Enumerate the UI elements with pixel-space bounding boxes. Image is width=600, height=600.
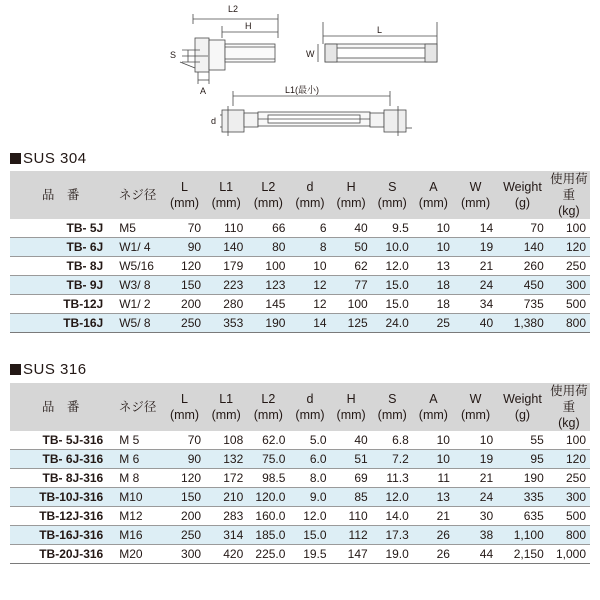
table-cell: 120 bbox=[548, 238, 590, 257]
table-cell: 19 bbox=[454, 450, 497, 469]
column-header bbox=[372, 383, 413, 431]
table-cell: W1/ 2 bbox=[111, 295, 164, 314]
table-cell: 1,380 bbox=[497, 314, 548, 333]
section-title-text: SUS 316 bbox=[23, 361, 87, 378]
table-cell: 353 bbox=[205, 314, 247, 333]
table-cell: 6.0 bbox=[289, 450, 330, 469]
turnbuckle-diagram bbox=[0, 0, 600, 140]
square-bullet-icon bbox=[10, 153, 21, 164]
table-row bbox=[10, 526, 590, 545]
column-header-label: ネジ径 bbox=[118, 400, 157, 414]
table-cell: 70 bbox=[497, 219, 548, 238]
table-cell: 145 bbox=[247, 295, 289, 314]
table-cell: 120 bbox=[164, 469, 205, 488]
table-cell: 283 bbox=[205, 507, 247, 526]
table-cell: 26 bbox=[413, 526, 454, 545]
column-header-unit: (mm) bbox=[460, 196, 491, 210]
spec-table-sus304 bbox=[10, 171, 590, 333]
table-cell: 10 bbox=[413, 450, 454, 469]
table-cell: 1,100 bbox=[497, 526, 548, 545]
column-header-label: A bbox=[429, 180, 438, 194]
table-row bbox=[10, 545, 590, 564]
column-header bbox=[10, 383, 111, 431]
table-cell: 123 bbox=[247, 276, 289, 295]
table-cell: 13 bbox=[413, 257, 454, 276]
column-header-label: H bbox=[346, 180, 356, 194]
table-cell: 10 bbox=[413, 238, 454, 257]
table-cell: 10.0 bbox=[372, 238, 413, 257]
table-cell: TB-12J bbox=[10, 295, 111, 314]
table-cell: M10 bbox=[111, 488, 164, 507]
column-header bbox=[331, 383, 372, 431]
column-header bbox=[111, 383, 164, 431]
table-cell: W3/ 8 bbox=[111, 276, 164, 295]
table-cell: 15.0 bbox=[289, 526, 330, 545]
table-cell: 51 bbox=[331, 450, 372, 469]
table-cell: 12 bbox=[289, 276, 330, 295]
table-cell: 62.0 bbox=[247, 431, 289, 450]
spec-table-sus316 bbox=[10, 383, 590, 564]
table-cell: 120 bbox=[548, 450, 590, 469]
table-cell: 185.0 bbox=[247, 526, 289, 545]
table-cell: 80 bbox=[247, 238, 289, 257]
table-cell: 24.0 bbox=[372, 314, 413, 333]
table-cell: M20 bbox=[111, 545, 164, 564]
table-cell: 635 bbox=[497, 507, 548, 526]
table-cell: 19.5 bbox=[289, 545, 330, 564]
label-l: L bbox=[377, 25, 383, 35]
table-cell: 110 bbox=[205, 219, 247, 238]
table-cell: 210 bbox=[205, 488, 247, 507]
table-cell: M12 bbox=[111, 507, 164, 526]
table-cell: 225.0 bbox=[247, 545, 289, 564]
table-cell: 150 bbox=[164, 488, 205, 507]
column-header-label: L2 bbox=[261, 392, 276, 406]
table-cell: 150 bbox=[164, 276, 205, 295]
table-cell: 179 bbox=[205, 257, 247, 276]
column-header-unit: (mm) bbox=[211, 408, 241, 422]
section-title-sus304 bbox=[10, 150, 87, 167]
table-cell: 450 bbox=[497, 276, 548, 295]
table-cell: 12.0 bbox=[372, 488, 413, 507]
table-cell: 75.0 bbox=[247, 450, 289, 469]
table-cell: 70 bbox=[164, 219, 205, 238]
table-cell: 172 bbox=[205, 469, 247, 488]
label-s: S bbox=[170, 50, 177, 60]
table-cell: TB-16J-316 bbox=[10, 526, 111, 545]
column-header bbox=[497, 383, 548, 431]
table-cell: TB- 8J bbox=[10, 257, 111, 276]
table-cell: 10 bbox=[413, 219, 454, 238]
column-header-label: S bbox=[388, 392, 397, 406]
column-header-unit: (mm) bbox=[295, 408, 325, 422]
column-header bbox=[331, 171, 372, 219]
table-cell: 55 bbox=[497, 431, 548, 450]
label-l1: L1(最小) bbox=[285, 85, 320, 95]
column-header bbox=[205, 383, 247, 431]
column-header-unit: (mm) bbox=[253, 196, 283, 210]
column-header bbox=[548, 383, 590, 431]
column-header-label: L2 bbox=[261, 180, 276, 194]
column-header-unit: (g) bbox=[514, 196, 531, 210]
table-row bbox=[10, 507, 590, 526]
square-bullet-icon bbox=[10, 364, 21, 375]
table-row bbox=[10, 276, 590, 295]
table-cell: M 6 bbox=[111, 450, 164, 469]
table-cell: 500 bbox=[548, 295, 590, 314]
table-cell: 50 bbox=[331, 238, 372, 257]
table-cell: W1/ 4 bbox=[111, 238, 164, 257]
table-cell: 90 bbox=[164, 450, 205, 469]
table-cell: 250 bbox=[548, 469, 590, 488]
column-header-label: Weight bbox=[503, 392, 542, 406]
table-cell: 140 bbox=[497, 238, 548, 257]
column-header-label: ネジ径 bbox=[118, 188, 157, 202]
column-header-unit: (mm) bbox=[169, 408, 200, 422]
column-header-unit: (mm) bbox=[336, 196, 366, 210]
table-cell: M 8 bbox=[111, 469, 164, 488]
table-cell: 132 bbox=[205, 450, 247, 469]
table-cell: 8 bbox=[289, 238, 330, 257]
table-cell: 12.0 bbox=[289, 507, 330, 526]
table-cell: 800 bbox=[548, 314, 590, 333]
table-cell: TB-16J bbox=[10, 314, 111, 333]
table-cell: 11.3 bbox=[372, 469, 413, 488]
label-w: W bbox=[306, 49, 315, 59]
table-cell: 120.0 bbox=[247, 488, 289, 507]
table-cell: M16 bbox=[111, 526, 164, 545]
table-row bbox=[10, 238, 590, 257]
table-cell: 10 bbox=[413, 431, 454, 450]
table-cell: TB-12J-316 bbox=[10, 507, 111, 526]
table-cell: 17.3 bbox=[372, 526, 413, 545]
table-cell: TB-10J-316 bbox=[10, 488, 111, 507]
table-cell: 200 bbox=[164, 507, 205, 526]
table-row bbox=[10, 469, 590, 488]
column-header-unit: (mm) bbox=[377, 408, 407, 422]
column-header-unit: (mm) bbox=[336, 408, 366, 422]
column-header-unit: (mm) bbox=[418, 408, 448, 422]
column-header bbox=[164, 171, 205, 219]
column-header-label: d bbox=[306, 392, 314, 406]
column-header-label: 品 番 bbox=[41, 400, 80, 414]
table-cell: 100 bbox=[548, 219, 590, 238]
table-cell: 100 bbox=[548, 431, 590, 450]
table-cell: 100 bbox=[247, 257, 289, 276]
table-row bbox=[10, 431, 590, 450]
table-cell: 300 bbox=[548, 276, 590, 295]
table-cell: 21 bbox=[454, 469, 497, 488]
table-cell: 7.2 bbox=[372, 450, 413, 469]
column-header-label: W bbox=[469, 180, 482, 194]
table-cell: TB-20J-316 bbox=[10, 545, 111, 564]
table-cell: 223 bbox=[205, 276, 247, 295]
table-cell: 1,000 bbox=[548, 545, 590, 564]
table-cell: 21 bbox=[413, 507, 454, 526]
table-cell: 112 bbox=[331, 526, 372, 545]
column-header-label: L1 bbox=[219, 392, 234, 406]
column-header bbox=[247, 383, 289, 431]
table-cell: 24 bbox=[454, 276, 497, 295]
column-header-label: A bbox=[429, 392, 438, 406]
table-cell: 38 bbox=[454, 526, 497, 545]
table-cell: 30 bbox=[454, 507, 497, 526]
column-header bbox=[164, 383, 205, 431]
table-cell: 18 bbox=[413, 276, 454, 295]
table-cell: 5.0 bbox=[289, 431, 330, 450]
column-header-unit: (mm) bbox=[460, 408, 491, 422]
table-cell: 100 bbox=[331, 295, 372, 314]
table-cell: 14.0 bbox=[372, 507, 413, 526]
label-d: d bbox=[211, 116, 217, 126]
table-cell: 21 bbox=[454, 257, 497, 276]
table-cell: 250 bbox=[164, 526, 205, 545]
table-cell: 260 bbox=[497, 257, 548, 276]
table-cell: TB- 6J-316 bbox=[10, 450, 111, 469]
table-cell: M 5 bbox=[111, 431, 164, 450]
table-cell: 735 bbox=[497, 295, 548, 314]
column-header-label: d bbox=[306, 180, 314, 194]
table-cell: 44 bbox=[454, 545, 497, 564]
table-cell: 40 bbox=[454, 314, 497, 333]
table-cell: 25 bbox=[413, 314, 454, 333]
table-cell: 300 bbox=[548, 488, 590, 507]
table-cell: 15.0 bbox=[372, 276, 413, 295]
table-cell: 10 bbox=[289, 257, 330, 276]
table-cell: 13 bbox=[413, 488, 454, 507]
table-cell: 335 bbox=[497, 488, 548, 507]
table-row bbox=[10, 450, 590, 469]
table-row bbox=[10, 257, 590, 276]
table-cell: 9.0 bbox=[289, 488, 330, 507]
column-header-unit: (kg) bbox=[558, 204, 580, 218]
column-header-label: W bbox=[469, 392, 482, 406]
section-title-text: SUS 304 bbox=[23, 150, 87, 167]
table-cell: 14 bbox=[454, 219, 497, 238]
table-cell: 66 bbox=[247, 219, 289, 238]
column-header-unit: (mm) bbox=[211, 196, 241, 210]
table-cell: 19 bbox=[454, 238, 497, 257]
table-cell: 12 bbox=[289, 295, 330, 314]
table-cell: W5/ 8 bbox=[111, 314, 164, 333]
label-l2: L2 bbox=[228, 4, 239, 14]
column-header bbox=[289, 171, 330, 219]
table-cell: TB- 6J bbox=[10, 238, 111, 257]
column-header bbox=[247, 171, 289, 219]
table-cell: 250 bbox=[548, 257, 590, 276]
table-row bbox=[10, 488, 590, 507]
column-header-unit: (g) bbox=[514, 408, 531, 422]
header-row bbox=[10, 383, 590, 431]
table-cell: 140 bbox=[205, 238, 247, 257]
column-header-label: 使用荷重 bbox=[550, 172, 588, 202]
label-h: H bbox=[245, 21, 252, 31]
column-header-label: 品 番 bbox=[41, 188, 80, 202]
table-cell: 85 bbox=[331, 488, 372, 507]
column-header bbox=[454, 383, 497, 431]
table-cell: W5/16 bbox=[111, 257, 164, 276]
table-cell: 19.0 bbox=[372, 545, 413, 564]
table-cell: 300 bbox=[164, 545, 205, 564]
table-cell: 62 bbox=[331, 257, 372, 276]
table-cell: 90 bbox=[164, 238, 205, 257]
column-header-label: H bbox=[346, 392, 356, 406]
column-header-label: L1 bbox=[219, 180, 234, 194]
column-header-unit: (kg) bbox=[558, 416, 580, 430]
table-cell: 314 bbox=[205, 526, 247, 545]
table-cell: 280 bbox=[205, 295, 247, 314]
table-cell: 6.8 bbox=[372, 431, 413, 450]
table-cell: 110 bbox=[331, 507, 372, 526]
table-cell: 40 bbox=[331, 431, 372, 450]
table-cell: 69 bbox=[331, 469, 372, 488]
table-cell: 500 bbox=[548, 507, 590, 526]
table-cell: 9.5 bbox=[372, 219, 413, 238]
table-cell: TB- 8J-316 bbox=[10, 469, 111, 488]
table-cell: 18 bbox=[413, 295, 454, 314]
column-header-unit: (mm) bbox=[295, 196, 325, 210]
table-cell: 12.0 bbox=[372, 257, 413, 276]
table-cell: 2,150 bbox=[497, 545, 548, 564]
table-cell: 70 bbox=[164, 431, 205, 450]
column-header-label: S bbox=[388, 180, 397, 194]
column-header-label: L bbox=[181, 392, 188, 406]
table-cell: 8.0 bbox=[289, 469, 330, 488]
column-header bbox=[205, 171, 247, 219]
table-cell: 26 bbox=[413, 545, 454, 564]
table-cell: 24 bbox=[454, 488, 497, 507]
table-cell: 190 bbox=[497, 469, 548, 488]
column-header bbox=[289, 383, 330, 431]
column-header-label: L bbox=[181, 180, 188, 194]
column-header-label: 使用荷重 bbox=[550, 384, 588, 414]
table-cell: 34 bbox=[454, 295, 497, 314]
table-cell: 15.0 bbox=[372, 295, 413, 314]
column-header-unit: (mm) bbox=[169, 196, 200, 210]
column-header-unit: (mm) bbox=[253, 408, 283, 422]
table-cell: 800 bbox=[548, 526, 590, 545]
column-header bbox=[497, 171, 548, 219]
table-cell: 250 bbox=[164, 314, 205, 333]
table-cell: 14 bbox=[289, 314, 330, 333]
table-cell: 120 bbox=[164, 257, 205, 276]
table-cell: 160.0 bbox=[247, 507, 289, 526]
column-header bbox=[10, 171, 111, 219]
column-header bbox=[372, 171, 413, 219]
column-header bbox=[413, 383, 454, 431]
table-cell: 125 bbox=[331, 314, 372, 333]
table-row bbox=[10, 295, 590, 314]
table-row bbox=[10, 219, 590, 238]
table-cell: 147 bbox=[331, 545, 372, 564]
column-header bbox=[111, 171, 164, 219]
label-a: A bbox=[200, 86, 207, 96]
column-header-unit: (mm) bbox=[418, 196, 448, 210]
table-cell: 420 bbox=[205, 545, 247, 564]
column-header bbox=[413, 171, 454, 219]
table-cell: 6 bbox=[289, 219, 330, 238]
table-cell: 98.5 bbox=[247, 469, 289, 488]
table-cell: 200 bbox=[164, 295, 205, 314]
table-cell: M5 bbox=[111, 219, 164, 238]
column-header-label: Weight bbox=[503, 180, 542, 194]
header-row bbox=[10, 171, 590, 219]
table-cell: 10 bbox=[454, 431, 497, 450]
table-cell: TB- 5J bbox=[10, 219, 111, 238]
table-cell: 190 bbox=[247, 314, 289, 333]
table-cell: TB- 5J-316 bbox=[10, 431, 111, 450]
column-header-unit: (mm) bbox=[377, 196, 407, 210]
column-header bbox=[548, 171, 590, 219]
table-row bbox=[10, 314, 590, 333]
table-cell: 77 bbox=[331, 276, 372, 295]
table-cell: 11 bbox=[413, 469, 454, 488]
table-cell: TB- 9J bbox=[10, 276, 111, 295]
table-cell: 95 bbox=[497, 450, 548, 469]
section-title-sus316 bbox=[10, 361, 87, 378]
table-cell: 108 bbox=[205, 431, 247, 450]
column-header bbox=[454, 171, 497, 219]
table-cell: 40 bbox=[331, 219, 372, 238]
